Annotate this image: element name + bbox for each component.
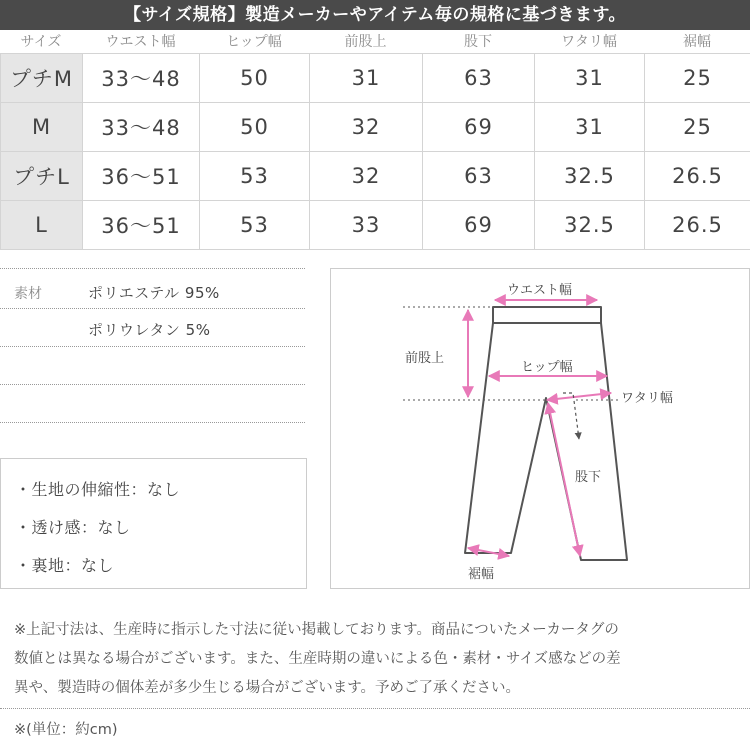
stretch-property: ・生地の伸縮性：なし bbox=[15, 480, 181, 499]
sheerness-property: ・透け感：なし bbox=[15, 518, 131, 537]
header-waist: ウエスト幅 bbox=[105, 34, 176, 50]
table-cell: 32 bbox=[310, 103, 423, 152]
header-hem: 裾幅 bbox=[683, 34, 711, 50]
header-thigh: ワタリ幅 bbox=[561, 34, 617, 50]
table-row bbox=[1, 201, 750, 250]
row-size-label: M bbox=[1, 103, 83, 152]
divider bbox=[0, 422, 305, 423]
table-cell: 33〜48 bbox=[83, 103, 200, 152]
header-inseam: 股下 bbox=[464, 34, 492, 50]
inseam-label: 股下 bbox=[575, 470, 602, 485]
disclaimer-line: 数値とは異なる場合がございます。また、生産時期の違いによる色・素材・サイズ感などの差 bbox=[14, 651, 621, 667]
thigh-label: ワタリ幅 bbox=[621, 391, 673, 406]
table-row bbox=[1, 103, 750, 152]
header-front-rise: 前股上 bbox=[344, 34, 387, 50]
table-cell: 33〜48 bbox=[83, 54, 200, 103]
divider bbox=[0, 708, 750, 709]
table-cell: 32.5 bbox=[535, 201, 645, 250]
front-rise-label: 前股上 bbox=[405, 351, 445, 366]
hem-label: 裾幅 bbox=[468, 567, 495, 582]
table-row bbox=[1, 152, 750, 201]
waist-label: ウエスト幅 bbox=[507, 283, 573, 298]
unit-note: ※(単位：約cm) bbox=[14, 722, 118, 738]
size-table bbox=[0, 53, 750, 250]
divider bbox=[0, 268, 305, 269]
table-cell: 31 bbox=[310, 54, 423, 103]
table-cell: 63 bbox=[423, 152, 535, 201]
table-cell: 32.5 bbox=[535, 152, 645, 201]
table-cell: 36〜51 bbox=[83, 152, 200, 201]
row-size-label: プチL bbox=[1, 152, 83, 201]
pants-diagram-svg bbox=[331, 269, 750, 590]
table-cell: 50 bbox=[200, 103, 310, 152]
divider bbox=[0, 346, 305, 347]
row-size-label: L bbox=[1, 201, 83, 250]
table-cell: 50 bbox=[200, 54, 310, 103]
lining-property: ・裏地：なし bbox=[15, 556, 115, 575]
table-cell: 69 bbox=[423, 103, 535, 152]
measurement-diagram bbox=[330, 268, 750, 589]
table-cell: 25 bbox=[645, 54, 750, 103]
pants-outline bbox=[465, 307, 627, 560]
table-cell: 69 bbox=[423, 201, 535, 250]
disclaimer-line: ※上記寸法は、生産時に指示した寸法に従い掲載しております。商品についたメーカータグの bbox=[14, 622, 619, 638]
table-cell: 33 bbox=[310, 201, 423, 250]
table-cell: 26.5 bbox=[645, 152, 750, 201]
table-cell: 36〜51 bbox=[83, 201, 200, 250]
header-hip: ヒップ幅 bbox=[226, 34, 282, 50]
table-cell: 63 bbox=[423, 54, 535, 103]
table-cell: 31 bbox=[535, 54, 645, 103]
divider bbox=[0, 308, 305, 309]
table-cell: 25 bbox=[645, 103, 750, 152]
table-cell: 32 bbox=[310, 152, 423, 201]
fabric-properties-box bbox=[0, 458, 307, 589]
table-cell: 53 bbox=[200, 152, 310, 201]
row-size-label: プチM bbox=[1, 54, 83, 103]
header-size: サイズ bbox=[20, 34, 62, 50]
page-title: 【サイズ規格】製造メーカーやアイテム毎の規格に基づきます。 bbox=[0, 0, 750, 30]
size-table-header bbox=[0, 31, 750, 53]
material-value: ポリウレタン 5% bbox=[88, 321, 211, 339]
disclaimer-line: 異や、製造時の個体差が多少生じる場合がございます。予めご了承ください。 bbox=[14, 680, 521, 696]
table-row bbox=[1, 54, 750, 103]
hip-label: ヒップ幅 bbox=[521, 360, 573, 375]
table-cell: 26.5 bbox=[645, 201, 750, 250]
material-label: 素材 bbox=[14, 286, 42, 302]
material-value: ポリエステル 95% bbox=[88, 284, 220, 302]
table-cell: 53 bbox=[200, 201, 310, 250]
table-cell: 31 bbox=[535, 103, 645, 152]
divider bbox=[0, 384, 305, 385]
